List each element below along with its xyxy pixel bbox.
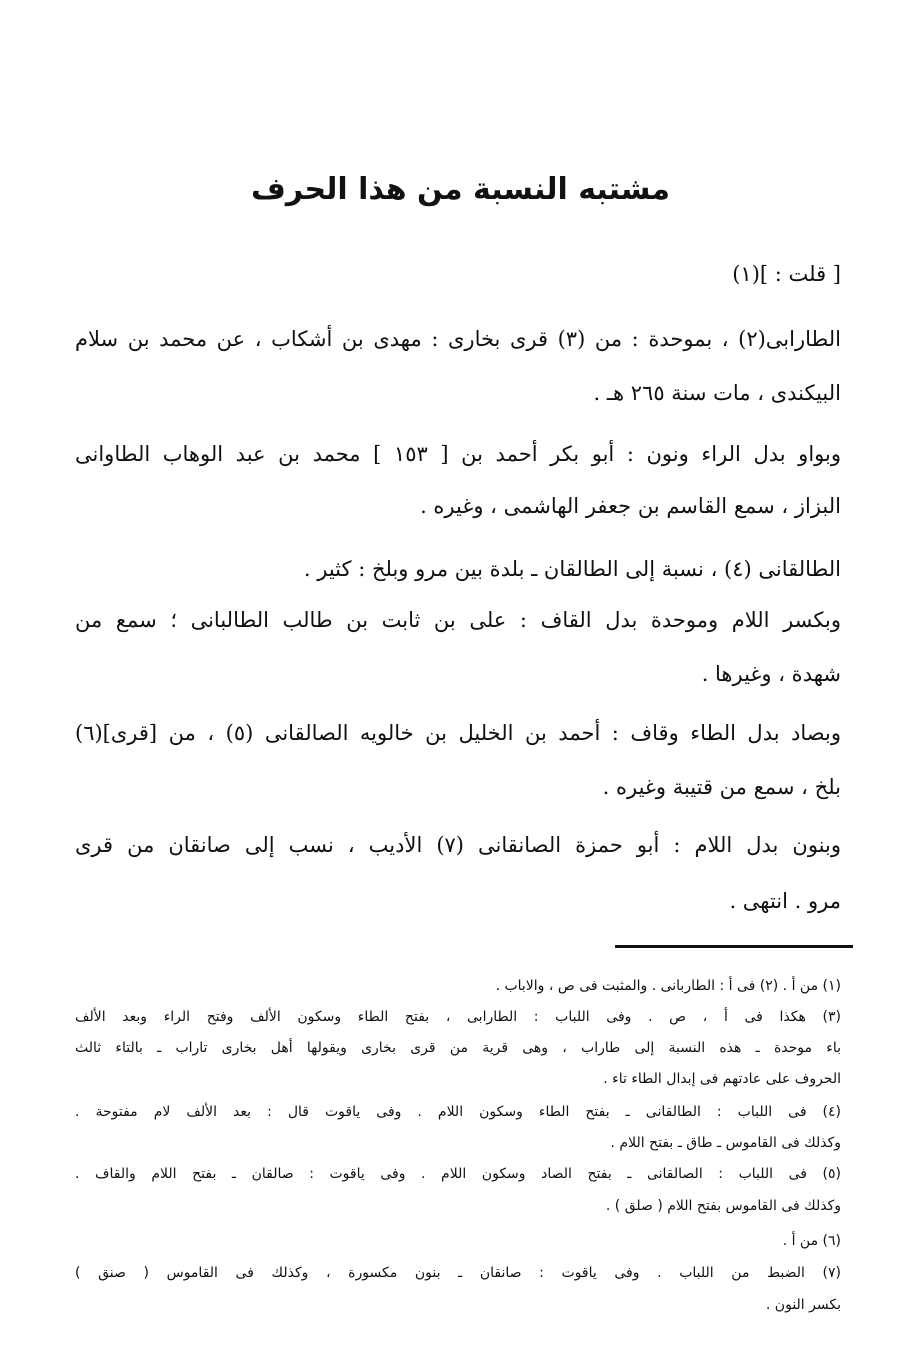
footnote-line: (٥) فى اللباب : الصالقانى ـ بفتح الصاد وسكون اللام . وفى ياقوت : صالقان ـ بفتح اللام والقاف . <box>75 1166 841 1182</box>
editor-note-line: [ قلت : ](١) <box>732 262 841 286</box>
footnote-line: الحروف على عادتهم فى إبدال الطاء تاء . <box>603 1071 841 1087</box>
footnote-line: (١) من أ . (٢) فى أ : الطاربانى . والمثبت فى ص ، والاباب . <box>495 978 841 994</box>
footnote-line: وكذلك فى القاموس بفتح اللام ( صلق ) . <box>605 1198 841 1214</box>
section-heading: مشتبه النسبة من هذا الحرف <box>251 172 670 207</box>
body-line: البيكندى ، مات سنة ٢٦٥ هـ . <box>593 381 841 405</box>
body-line: بلخ ، سمع من قتيبة وغيره . <box>602 775 841 799</box>
footnote-line: بكسر النون . <box>765 1297 841 1313</box>
footnote-line: (٦) من أ . <box>782 1233 841 1249</box>
footnote-line: (٤) فى اللباب : الطالقانى ـ بفتح الطاء وسكون اللام . وفى ياقوت قال : بعد الألف لام مفتوحة . <box>75 1104 841 1120</box>
body-line: الطالقانى (٤) ، نسبة إلى الطالقان ـ بلدة بين مرو وبلخ : كثير . <box>303 557 841 581</box>
footnote-separator <box>615 945 853 948</box>
body-line: شهدة ، وغيرها . <box>701 662 841 686</box>
body-line: وبكسر اللام وموحدة بدل القاف : على بن ثابت بن طالب الطالبانى ؛ سمع من <box>75 608 841 632</box>
footnote-line: (٣) هكذا فى أ ، ص . وفى اللباب : الطارابى ، بفتح الطاء وسكون الألف وفتح الراء وبعد الألف <box>75 1009 841 1025</box>
footnote-line: (٧) الضبط من اللباب . وفى ياقوت : صانقان ـ بنون مكسورة ، وكذلك فى القاموس ( صنق ) <box>75 1265 841 1281</box>
footnote-line: وكذلك فى القاموس ـ طاق ـ بفتح اللام . <box>610 1135 841 1151</box>
body-line: مرو . انتهى . <box>729 889 841 913</box>
body-line: وبواو بدل الراء ونون : أبو بكر أحمد بن [ ١٥٣ ] محمد بن عبد الوهاب الطاوانى <box>75 442 841 466</box>
body-line: الطارابى(٢) ، بموحدة : من (٣) قرى بخارى : مهدى بن أشكاب ، عن محمد بن سلام <box>75 327 841 351</box>
body-line: وبصاد بدل الطاء وقاف : أحمد بن الخليل بن خالويه الصالقانى (٥) ، من [قرى](٦) <box>75 721 842 745</box>
footnote-line: باء موحدة ـ هذه النسبة إلى طاراب ، وهى قرية من قرى بخارى ويقولها أهل بخارى تاراب ـ بالتاء ثالث <box>75 1040 841 1056</box>
body-line: وبنون بدل اللام : أبو حمزة الصانقانى (٧) الأديب ، نسب إلى صانقان من قرى <box>75 833 842 857</box>
body-line: البزاز ، سمع القاسم بن جعفر الهاشمى ، وغيره . <box>420 494 841 518</box>
